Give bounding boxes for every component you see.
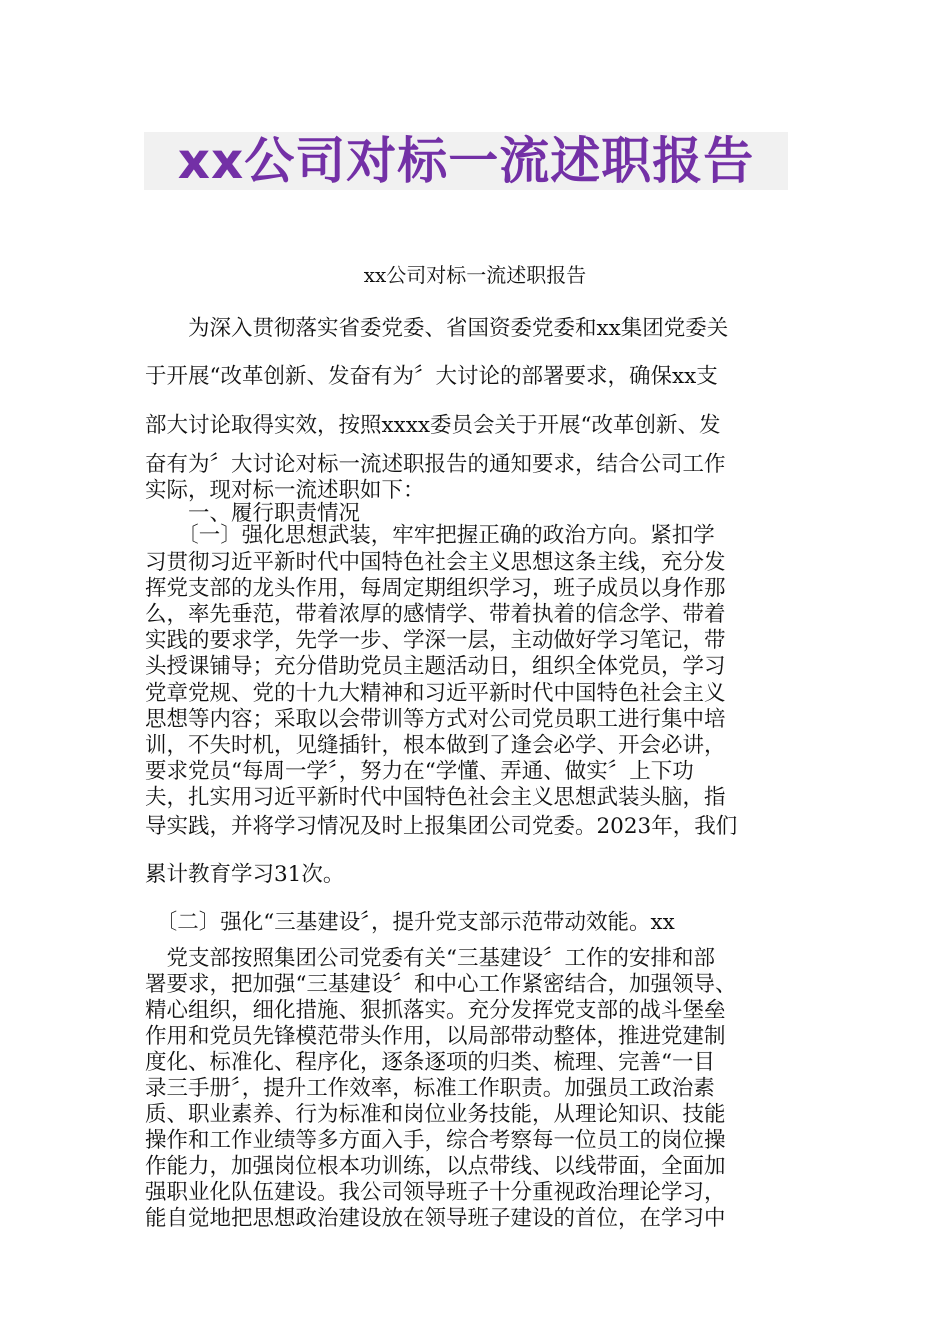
paragraph-line: 操作和工作业绩等多方面入手，综合考察每一位员工的岗位操 — [145, 1128, 726, 1153]
paragraph-line: 党支部按照集团公司党委有关“三基建设〞工作的安排和部 — [145, 946, 715, 971]
paragraph-line: 实际，现对标一流述职如下： — [145, 478, 425, 503]
paragraph-line: 要求党员“每周一学〞，努力在“学懂、弄通、做实〞上下功 — [145, 759, 694, 784]
main-title: xx公司对标一流述职报告 — [144, 132, 788, 190]
paragraph-line: 部大讨论取得实效，按照xxxx委员会关于开展“改革创新、发 — [145, 413, 721, 438]
paragraph-line: 度化、标准化、程序化，逐条逐项的归类、梳理、完善“一目 — [145, 1050, 715, 1075]
paragraph-line: 为深入贯彻落实省委党委、省国资委党委和xx集团党委关 — [145, 316, 729, 341]
paragraph-line: 训，不失时机，见缝插针，根本做到了逢会必学、开会必讲， — [145, 733, 726, 758]
subtitle: xx公司对标一流述职报告 — [363, 263, 587, 287]
paragraph-line: 奋有为〞大讨论对标一流述职报告的通知要求，结合公司工作 — [145, 452, 726, 477]
paragraph-line: 强职业化队伍建设。我公司领导班子十分重视政治理论学习， — [145, 1180, 726, 1205]
paragraph-line: 质、职业素养、行为标准和岗位业务技能，从理论知识、技能 — [145, 1102, 726, 1127]
paragraph-line: 习贯彻习近平新时代中国特色社会主义思想这条主线，充分发 — [145, 550, 726, 575]
paragraph-line: 于开展“改革创新、发奋有为〞大讨论的部署要求，确保xx支 — [145, 364, 718, 389]
paragraph-line: 夫，扎实用习近平新时代中国特色社会主义思想武装头脑，指 — [145, 785, 726, 810]
paragraph-line: 实践的要求学，先学一步、学深一层，主动做好学习笔记，带 — [145, 628, 726, 653]
paragraph-line: 录三手册〞，提升工作效率，标准工作职责。加强员工政治素 — [145, 1076, 715, 1101]
paragraph-line: 能自觉地把思想政治建设放在领导班子建设的首位，在学习中 — [145, 1206, 726, 1231]
section-heading: 一、履行职责情况 — [145, 501, 361, 526]
paragraph-line: 精心组织，细化措施、狠抓落实。充分发挥党支部的战斗堡垒 — [145, 998, 726, 1023]
paragraph-line: 党章党规、党的十九大精神和习近平新时代中国特色社会主义 — [145, 681, 726, 706]
paragraph-line: 挥党支部的龙头作用，每周定期组织学习，班子成员以身作那 — [145, 576, 726, 601]
paragraph-line: 署要求，把加强“三基建设〞和中心工作紧密结合，加强领导、 — [145, 972, 737, 997]
paragraph-line: 累计教育学习31次。 — [145, 862, 345, 887]
paragraph-line: 导实践，并将学习情况及时上报集团公司党委。2023年，我们 — [145, 814, 738, 839]
paragraph-line: 作用和党员先锋模范带头作用，以局部带动整体，推进党建制 — [145, 1024, 726, 1049]
section-heading: 〔二〕强化“三基建设〞，提升党支部示范带动效能。xx — [145, 910, 675, 935]
paragraph-line: 么，率先垂范，带着浓厚的感情学、带着执着的信念学、带着 — [145, 602, 726, 627]
paragraph-line: 作能力，加强岗位根本功训练，以点带线、以线带面，全面加 — [145, 1154, 726, 1179]
paragraph-line: 思想等内容；采取以会带训等方式对公司党员职工进行集中培 — [145, 707, 726, 732]
paragraph-line: 头授课铺导；充分借助党员主题活动日，组织全体党员，学习 — [145, 654, 726, 679]
paragraph-line: 〔一〕强化思想武装，牢牢把握正确的政治方向。紧扣学 — [145, 523, 715, 548]
